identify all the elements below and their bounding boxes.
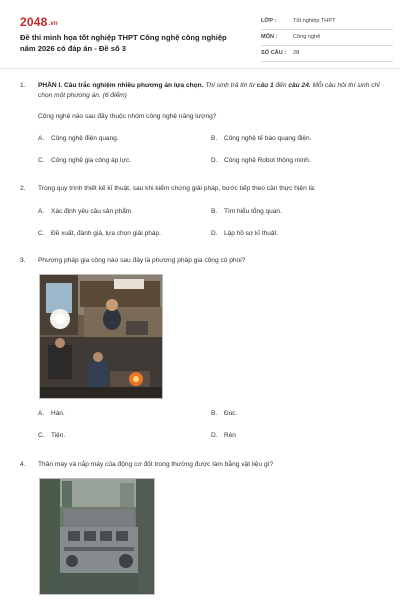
engine-photo-svg xyxy=(40,479,155,595)
logo-text: 2048 xyxy=(20,15,48,29)
question-text: Thân máy và nắp máy của động cơ đốt trong thường được làm bằng vật liệu gì? xyxy=(38,461,274,468)
option-text: Công nghệ Robot thông minh. xyxy=(224,157,311,164)
question-text: Trong quy trình thiết kế kĩ thuật, sau khi kiểm chứng giải pháp, bước tiếp theo cần thực hiện là: xyxy=(38,185,316,192)
option-text: Xác định yêu cầu sản phẩm. xyxy=(51,208,134,215)
question-1-text: Công nghệ nào sau đây thuộc nhóm công nghệ năng lượng? xyxy=(38,113,217,120)
meta-row-subject xyxy=(261,30,393,46)
question-number: 3. xyxy=(20,257,26,264)
option-text: Tiện. xyxy=(51,432,66,439)
meta-value: 28 xyxy=(293,50,300,56)
option-text: Đúc. xyxy=(224,410,238,417)
instr-text: Thí sinh trả lời từ xyxy=(203,82,257,89)
answer-option[interactable] xyxy=(38,432,65,439)
part-title: PHẦN I. Câu trắc nghiệm nhiều phương án lựa chọn. xyxy=(38,82,204,89)
question-number: 1. xyxy=(20,82,26,89)
option-text: Rèn xyxy=(224,432,236,439)
answer-option[interactable] xyxy=(211,157,311,164)
option-text: Công nghệ điện quang. xyxy=(51,135,119,142)
option-letter: B. xyxy=(211,410,218,417)
header-divider xyxy=(0,68,400,69)
instr-text: câu 1 xyxy=(256,82,274,89)
answer-option[interactable] xyxy=(38,135,119,142)
answer-option[interactable] xyxy=(211,135,311,142)
question-number: 2. xyxy=(20,185,26,192)
workshop-photo xyxy=(39,274,163,399)
meta-row-count xyxy=(261,46,393,62)
meta-label: MÔN : xyxy=(261,34,278,40)
option-text: Hàn. xyxy=(51,410,65,417)
meta-value: Tốt nghiệp THPT xyxy=(293,18,336,24)
option-letter: C. xyxy=(38,157,45,164)
option-text: Công nghệ gia công áp lực. xyxy=(51,157,131,164)
engine-photo xyxy=(39,478,155,595)
question-2 xyxy=(20,184,380,194)
page-header xyxy=(8,8,392,68)
meta-value: Công nghệ xyxy=(293,34,321,40)
option-text: Đề xuất, đánh giá, lựa chọn giải pháp. xyxy=(51,230,161,237)
question-number: 4. xyxy=(20,461,26,468)
question-4 xyxy=(20,460,380,470)
option-letter: D. xyxy=(211,157,218,164)
option-letter: D. xyxy=(211,432,218,439)
question-1-heading xyxy=(20,81,380,101)
option-letter: C. xyxy=(38,432,45,439)
option-text: Công nghệ tế bào quang điện. xyxy=(224,135,312,142)
instr-text: Mỗi câu hỏi thí sinh chỉ chọn một phương án. (6 điểm) xyxy=(38,82,380,99)
option-text: Lập hồ sơ kĩ thuật. xyxy=(224,230,279,237)
answer-option[interactable] xyxy=(38,230,161,237)
instr-text: đến xyxy=(273,82,289,89)
option-letter: B. xyxy=(211,135,218,142)
answer-option[interactable] xyxy=(211,410,237,417)
meta-label: LỚP : xyxy=(261,18,277,24)
meta-label: SỐ CÂU : xyxy=(261,50,287,56)
option-letter: D. xyxy=(211,230,218,237)
site-logo[interactable] xyxy=(20,15,58,29)
answer-option[interactable] xyxy=(211,432,236,439)
part-instructions xyxy=(38,81,380,101)
instr-text: câu 24. xyxy=(288,82,311,89)
option-letter: A. xyxy=(38,410,45,417)
option-letter: A. xyxy=(38,135,45,142)
answer-option[interactable] xyxy=(211,230,278,237)
option-letter: B. xyxy=(211,208,218,215)
question-3 xyxy=(20,256,380,266)
answer-option[interactable] xyxy=(211,208,282,215)
answer-option[interactable] xyxy=(38,208,133,215)
answer-option[interactable] xyxy=(38,157,131,164)
logo-suffix: .vn xyxy=(48,21,58,27)
answer-option[interactable] xyxy=(38,410,65,417)
option-letter: C. xyxy=(38,230,45,237)
option-letter: A. xyxy=(38,208,45,215)
exam-meta xyxy=(261,14,393,62)
meta-row-class xyxy=(261,14,393,30)
document-title: Đề thi minh họa tốt nghiệp THPT Công nghệ công nghiệp năm 2026 có đáp án - Đề số 3 xyxy=(20,33,227,53)
workshop-photo-svg xyxy=(40,275,163,399)
option-text: Tìm hiểu tổng quan. xyxy=(224,208,282,215)
question-text: Phương pháp gia công nào sau đây là phương pháp gia công có phoi? xyxy=(38,257,246,264)
